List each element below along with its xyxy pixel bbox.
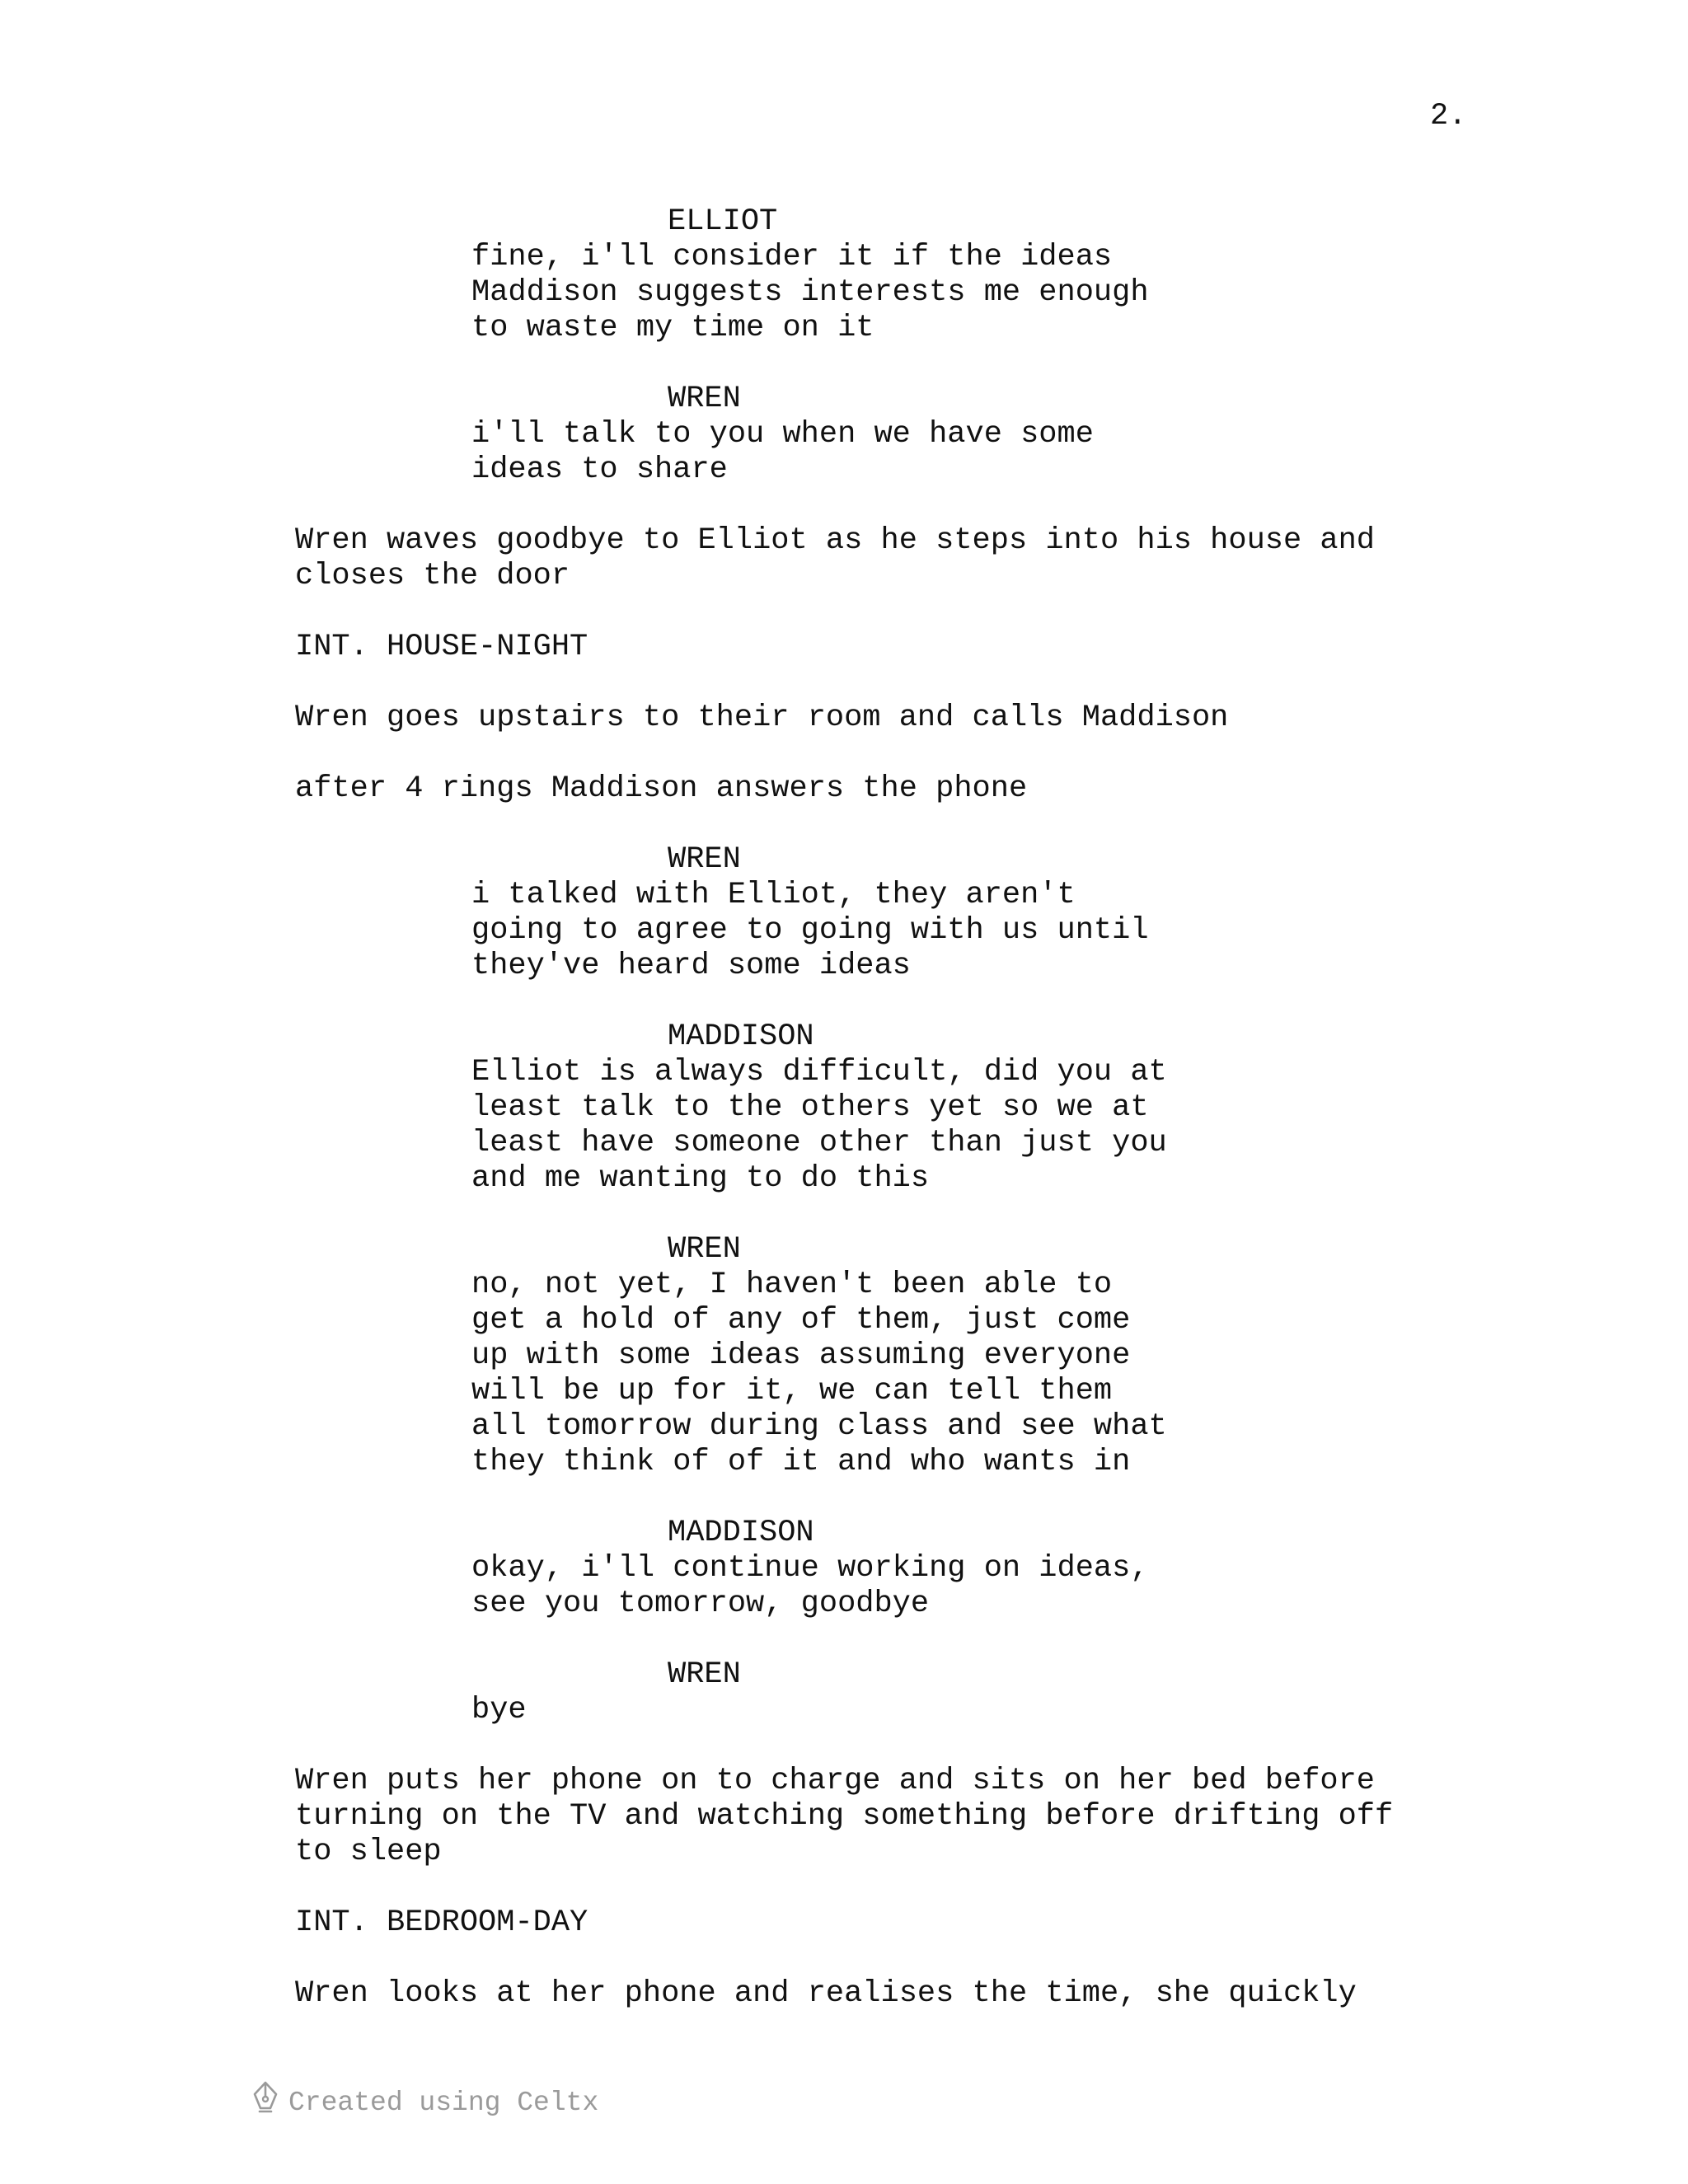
dialogue-line: Maddison suggests interests me enough bbox=[471, 275, 1149, 310]
action-line: to sleep bbox=[295, 1835, 442, 1869]
dialogue-line: up with some ideas assuming everyone bbox=[471, 1338, 1131, 1373]
character-name: WREN bbox=[668, 382, 741, 416]
dialogue-line: all tomorrow during class and see what bbox=[471, 1409, 1167, 1444]
dialogue-line: bye bbox=[471, 1693, 527, 1727]
scene-heading: INT. HOUSE-NIGHT bbox=[295, 630, 588, 664]
dialogue-line: to waste my time on it bbox=[471, 311, 874, 345]
dialogue-line: they think of of it and who wants in bbox=[471, 1445, 1131, 1479]
action-line: turning on the TV and watching something before drifting off bbox=[295, 1799, 1394, 1834]
script-body bbox=[295, 204, 1498, 2012]
character-name: WREN bbox=[668, 1657, 741, 1692]
dialogue-line: i'll talk to you when we have some bbox=[471, 417, 1094, 452]
dialogue-line: going to agree to going with us until bbox=[471, 913, 1149, 948]
dialogue-line: least talk to the others yet so we at bbox=[471, 1090, 1149, 1125]
action-line: Wren waves goodbye to Elliot as he steps into his house and bbox=[295, 523, 1376, 558]
dialogue-line: will be up for it, we can tell them bbox=[471, 1374, 1113, 1408]
action-line: after 4 rings Maddison answers the phone bbox=[295, 771, 1028, 806]
character-name: MADDISON bbox=[668, 1019, 814, 1054]
dialogue-line: see you tomorrow, goodbye bbox=[471, 1586, 930, 1621]
character-name: MADDISON bbox=[668, 1516, 814, 1550]
dialogue-line: get a hold of any of them, just come bbox=[471, 1303, 1131, 1338]
action-line: Wren looks at her phone and realises the time, she quickly bbox=[295, 1976, 1357, 2011]
celtx-pen-icon bbox=[252, 2081, 279, 2125]
dialogue-line: okay, i'll continue working on ideas, bbox=[471, 1551, 1149, 1586]
scene-heading: INT. BEDROOM-DAY bbox=[295, 1905, 588, 1940]
dialogue-line: and me wanting to do this bbox=[471, 1161, 930, 1196]
dialogue-line: fine, i'll consider it if the ideas bbox=[471, 240, 1113, 274]
dialogue-line: they've heard some ideas bbox=[471, 949, 911, 983]
action-line: Wren goes upstairs to their room and calls Maddison bbox=[295, 701, 1229, 735]
character-name: WREN bbox=[668, 842, 741, 877]
footer bbox=[252, 2081, 598, 2125]
page-number: 2. bbox=[1430, 99, 1467, 134]
dialogue-line: least have someone other than just you bbox=[471, 1126, 1167, 1160]
action-line: closes the door bbox=[295, 559, 570, 593]
character-name: ELLIOT bbox=[668, 204, 778, 239]
action-line: Wren puts her phone on to charge and sits on her bed before bbox=[295, 1764, 1376, 1798]
footer-text: Created using Celtx bbox=[288, 2088, 599, 2118]
dialogue-line: ideas to share bbox=[471, 452, 728, 487]
dialogue-line: i talked with Elliot, they aren't bbox=[471, 878, 1076, 912]
dialogue-line: no, not yet, I haven't been able to bbox=[471, 1268, 1113, 1302]
character-name: WREN bbox=[668, 1232, 741, 1267]
dialogue-line: Elliot is always difficult, did you at bbox=[471, 1055, 1167, 1090]
